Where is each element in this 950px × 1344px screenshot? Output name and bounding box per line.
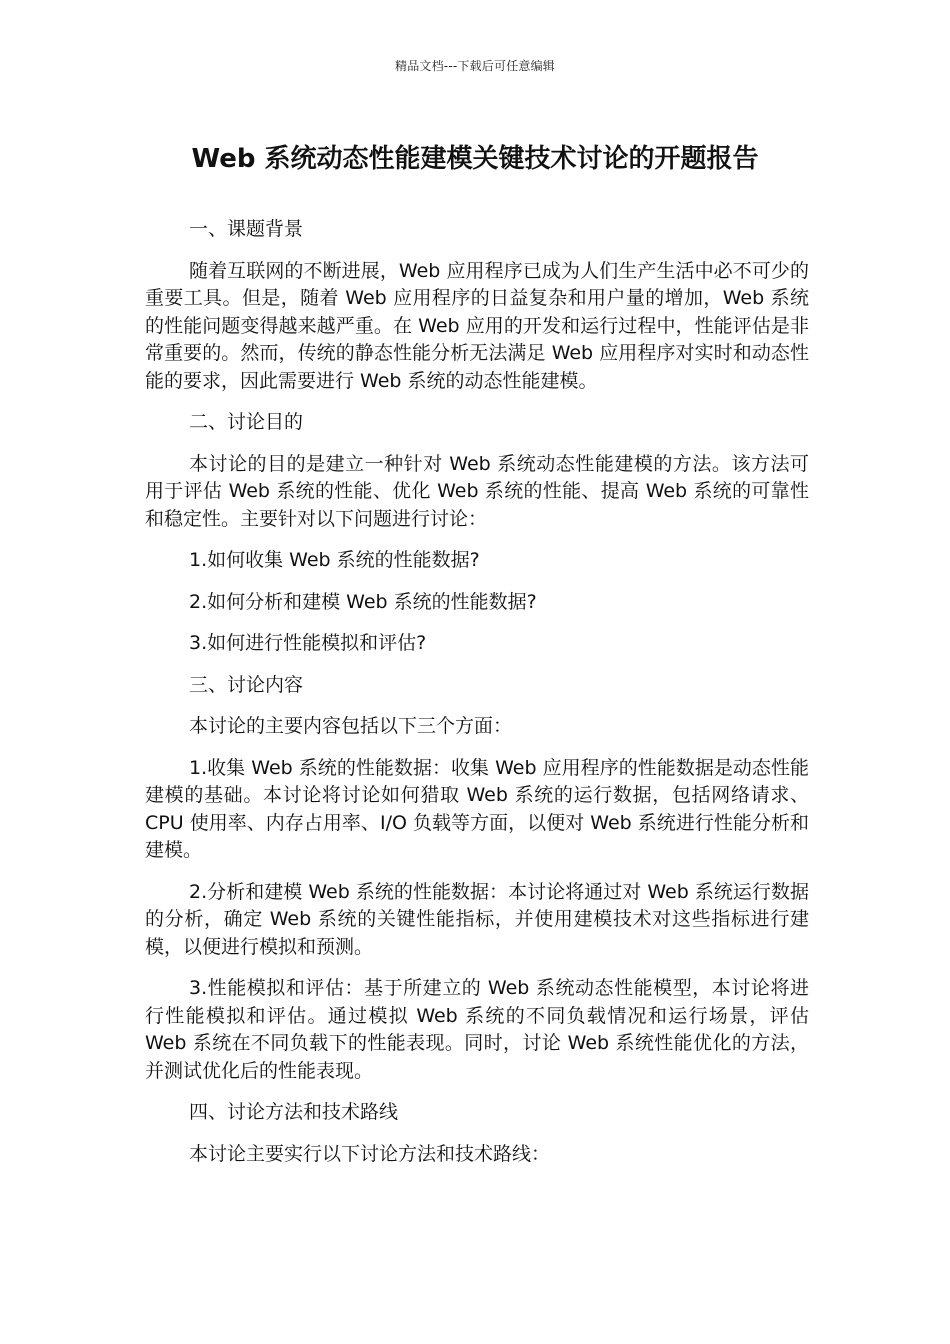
content-item-2: 2.分析和建模 Web 系统的性能数据：本讨论将通过对 Web 系统运行数据的分析，确定 Web 系统的关键性能指标，并使用建模技术对这些指标进行建模，以便进行模拟和预测。 [145, 880, 809, 958]
purpose-question-1: 1.如何收集 Web 系统的性能数据? [189, 549, 480, 571]
paragraph-background: 随着互联网的不断进展，Web 应用程序已成为人们生产生活中必不可少的重要工具。但是，随着 Web 应用程序的日益复杂和用户量的增加，Web 系统的性能问题变得越来越严重。在 Web 应用的开发和运行过程中，性能评估是非常重要的。然而，传统的静态性能分析无法满足 Web 应用程序对实时和动态性能的要求，因此需要进行 Web 系统的动态性能建模。 [145, 259, 809, 392]
content-item-1: 1.收集 Web 系统的性能数据：收集 Web 应用程序的性能数据是动态性能建模的基础。本讨论将讨论如何猎取 Web 系统的运行数据，包括网络请求、CPU 使用率、内存占用率、I/O 负载等方面，以便对 Web 系统进行性能分析和建模。 [145, 756, 809, 861]
section-heading-content: 三、讨论内容 [189, 673, 304, 696]
document-body [145, 216, 809, 1182]
document-title: Web 系统动态性能建模关键技术讨论的开题报告 [191, 144, 759, 174]
purpose-question-2: 2.如何分析和建模 Web 系统的性能数据? [189, 590, 537, 613]
section-heading-method: 四、讨论方法和技术路线 [189, 1101, 399, 1123]
section-heading-purpose: 二、讨论目的 [189, 411, 304, 433]
content-item-3: 3.性能模拟和评估：基于所建立的 Web 系统动态性能模型，本讨论将进行性能模拟和评估。通过模拟 Web 系统的不同负载情况和运行场景，评估 Web 系统在不同负载下的性能表现。同时，讨论 Web 系统性能优化的方法，并测试优化后的性能表现。 [145, 977, 809, 1082]
paragraph-content-intro: 本讨论的主要内容包括以下三个方面： [189, 715, 513, 737]
page-header: 精品文档---下载后可任意编辑 [395, 59, 555, 73]
paragraph-method-intro: 本讨论主要实行以下讨论方法和技术路线： [189, 1142, 551, 1165]
section-heading-background: 一、课题背景 [189, 218, 304, 240]
purpose-question-3: 3.如何进行性能模拟和评估? [189, 632, 427, 654]
paragraph-purpose: 本讨论的目的是建立一种针对 Web 系统动态性能建模的方法。该方法可用于评估 Web 系统的性能、优化 Web 系统的性能、提高 Web 系统的可靠性和稳定性。主要针对以下问题进行讨论： [145, 452, 809, 530]
